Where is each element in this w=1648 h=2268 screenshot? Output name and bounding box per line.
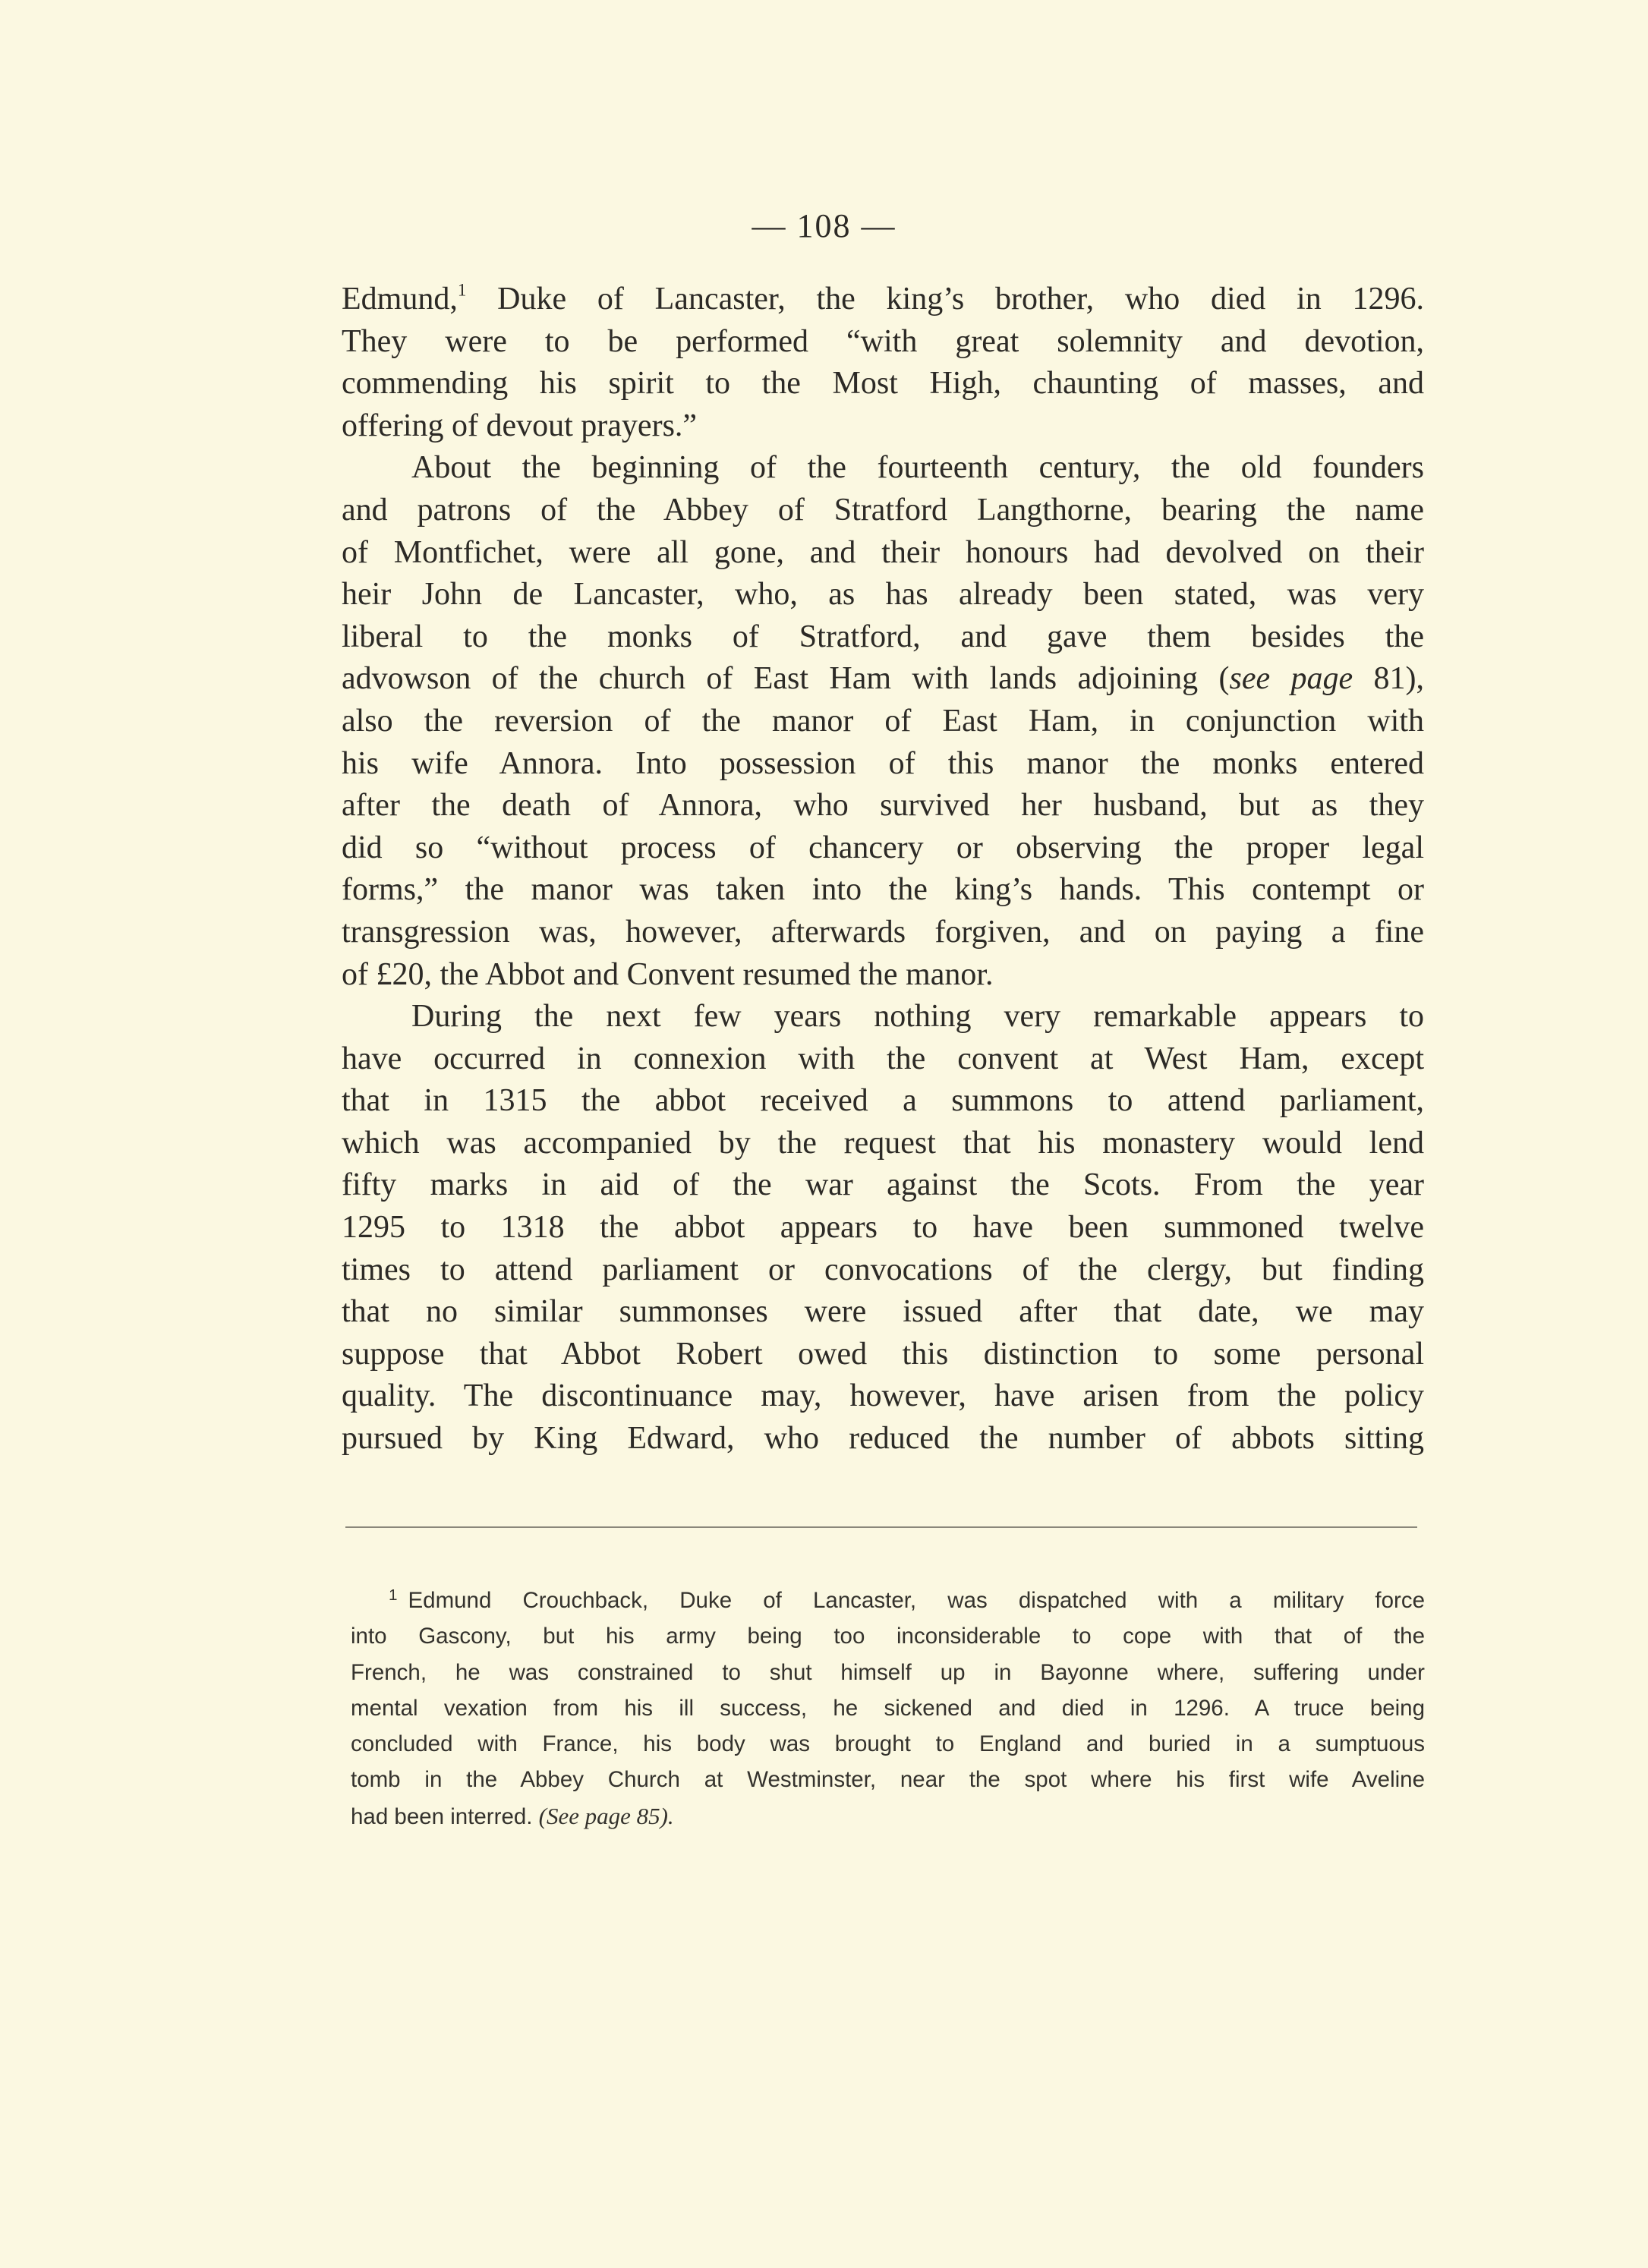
text-line: heir John de Lancaster, who, as has already been stated, was very <box>342 577 1424 613</box>
text-line: suppose that Abbot Robert owed this distinction to some personal <box>342 1336 1424 1372</box>
text-span: Edmund, <box>342 282 458 317</box>
text-line: and patrons of the Abbey of Stratford Langthorne, bearing the name <box>342 492 1424 528</box>
text-line: did so “without process of chancery or observing the proper legal <box>342 830 1424 865</box>
body-text <box>342 279 1424 1460</box>
text-line: of Montfichet, were all gone, and their honours had devolved on their <box>342 534 1424 570</box>
text-span: Duke of Lancaster, the king’s brother, who died in 1296. <box>466 282 1424 317</box>
text-line <box>342 279 1424 321</box>
text-line: of £20, the Abbot and Convent resumed the manor. <box>342 956 994 992</box>
text-line: after the death of Annora, who survived her husband, but as they <box>342 788 1424 824</box>
footnote <box>351 1583 1425 1834</box>
footnote-line <box>351 1583 1425 1618</box>
text-line: About the beginning of the fourteenth century, the old founders <box>411 450 1424 486</box>
footnote-line: into Gascony, but his army being too inconsiderable to cope with that of the <box>351 1624 1425 1649</box>
footnote-reference: 1 <box>457 279 467 300</box>
text-line: commending his spirit to the Most High, chaunting of masses, and <box>342 366 1424 402</box>
text-span: 81), <box>1353 661 1424 697</box>
text-line: pursued by King Edward, who reduced the number of abbots sitting <box>342 1421 1424 1457</box>
text-line: 1295 to 1318 the abbot appears to have been summoned twelve <box>342 1210 1424 1246</box>
text-line: offering of devout prayers.” <box>342 408 698 443</box>
text-line: quality. The discontinuance may, however, have arisen from the policy <box>342 1378 1424 1414</box>
text-line: times to attend parliament or convocations of the clergy, but finding <box>342 1252 1424 1287</box>
footnote-line: concluded with France, his body was brought to England and buried in a sumptuous <box>351 1731 1425 1757</box>
text-line: forms,” the manor was taken into the king’s hands. This contempt or <box>342 872 1424 908</box>
text-line: that no similar summonses were issued after that date, we may <box>342 1294 1424 1330</box>
footnote-marker: 1 <box>389 1586 398 1604</box>
footnote-line: mental vexation from his ill success, he sickened and died in 1296. A truce being <box>351 1695 1425 1721</box>
text-line: which was accompanied by the request that his monastery would lend <box>342 1125 1424 1161</box>
text-line: his wife Annora. Into possession of this manor the monks entered <box>342 745 1424 781</box>
footnote-line <box>351 1798 1425 1834</box>
text-line: transgression was, however, afterwards forgiven, and on paying a fine <box>342 914 1424 950</box>
text-span: Edmund Crouchback, Duke of Lancaster, was dispatched with a military force <box>408 1588 1425 1613</box>
text-line: They were to be performed “with great solemnity and devotion, <box>342 323 1424 359</box>
text-line: also the reversion of the manor of East Ham, in conjunction with <box>342 703 1424 739</box>
text-line: have occurred in connexion with the convent at West Ham, except <box>342 1041 1424 1076</box>
text-line: that in 1315 the abbot received a summons to attend parliament, <box>342 1083 1424 1119</box>
text-span: had been interred. <box>351 1803 539 1829</box>
footnote-line: French, he was constrained to shut himself up in Bayonne where, suffering under <box>351 1659 1425 1685</box>
text-line: liberal to the monks of Stratford, and gave them besides the <box>342 619 1424 654</box>
cross-reference: see page <box>1229 661 1353 697</box>
text-line: fifty marks in aid of the war against the Scots. From the year <box>342 1167 1424 1203</box>
cross-reference: (See page 85). <box>538 1802 674 1829</box>
text-span: advowson of the church of East Ham with lands adjoining ( <box>342 661 1230 697</box>
text-line <box>342 658 1424 701</box>
text-line: During the next few years nothing very remarkable appears to <box>411 999 1424 1035</box>
page-number: — 108 — <box>752 207 896 244</box>
footnote-line: tomb in the Abbey Church at Westminster, near the spot where his first wife Aveline <box>351 1767 1425 1793</box>
footnote-divider <box>345 1526 1417 1528</box>
